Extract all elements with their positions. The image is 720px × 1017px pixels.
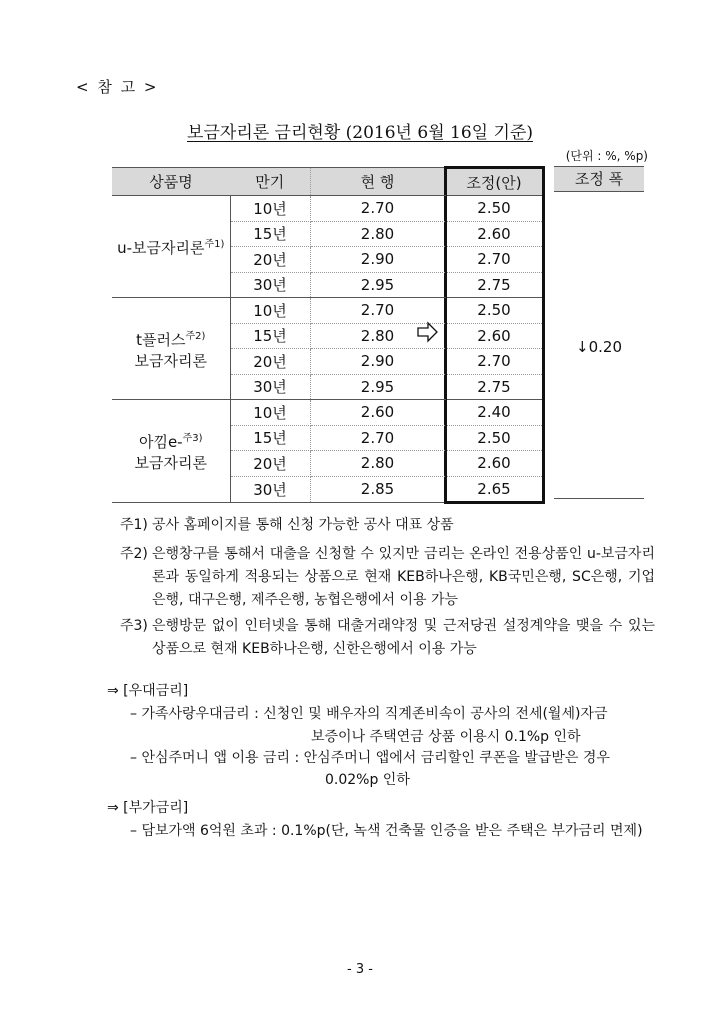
header-current: 현 행: [310, 168, 445, 196]
proposed-rate-cell: 2.60: [445, 451, 543, 477]
term-cell: 15년: [230, 425, 310, 451]
current-rate-cell: 2.60: [310, 400, 445, 426]
current-rate-cell: 2.95: [310, 374, 445, 400]
adjustment-value: ↓0.20: [576, 338, 622, 356]
proposed-rate-cell: 2.75: [445, 272, 543, 298]
proposed-rate-cell: 2.75: [445, 374, 543, 400]
additional-rate-heading: ⇒ [부가금리]: [107, 800, 189, 816]
term-cell: 10년: [230, 196, 310, 222]
term-cell: 30년: [230, 374, 310, 400]
current-rate-cell: 2.90: [310, 349, 445, 375]
preferential-rate-heading: ⇒ [우대금리]: [107, 683, 189, 699]
footnote-1: 주1) 공사 홈페이지를 통해 신청 가능한 공사 대표 상품: [120, 517, 454, 533]
right-arrow-icon: [417, 321, 439, 343]
preferential-item-2-cont: 0.02%p 인하: [325, 772, 410, 788]
proposed-rate-cell: 2.50: [445, 196, 543, 222]
header-product: 상품명: [112, 168, 230, 196]
proposed-rate-cell: 2.70: [445, 247, 543, 273]
header-term: 만기: [230, 168, 310, 196]
current-rate-cell: 2.70: [310, 298, 445, 324]
proposed-rate-cell: 2.60: [445, 323, 543, 349]
footnote-3: 주3) 은행방문 없이 인터넷을 통해 대출거래약정 및 근저당권 설정계약을 맺을 수 있는 상품으로 현재 KEB하나은행, 신한은행에서 이용 가능: [120, 618, 655, 657]
proposed-rate-cell: 2.40: [445, 400, 543, 426]
reference-label: < 참 고 >: [76, 78, 159, 96]
adjustment-column: [554, 166, 644, 499]
table-header-row: [112, 168, 543, 196]
term-cell: 20년: [230, 451, 310, 477]
table-row: [112, 298, 543, 324]
term-cell: 15년: [230, 323, 310, 349]
term-cell: 20년: [230, 349, 310, 375]
additional-item-1: – 담보가액 6억원 초과 : 0.1%p(단, 녹색 건축물 인증을 받은 주택은 부가금리 면제): [130, 823, 643, 839]
proposed-rate-cell: 2.65: [445, 476, 543, 503]
product-name: 아낌e-$^{주3)}$ 보금자리론: [112, 400, 230, 503]
proposed-rate-cell: 2.70: [445, 349, 543, 375]
term-cell: 15년: [230, 221, 310, 247]
proposed-rate-cell: 2.50: [445, 425, 543, 451]
current-rate-cell: 2.95: [310, 272, 445, 298]
term-cell: 30년: [230, 476, 310, 503]
term-cell: 30년: [230, 272, 310, 298]
proposed-rate-cell: 2.50: [445, 298, 543, 324]
current-rate-cell: 2.90: [310, 247, 445, 273]
current-rate-cell: 2.70: [310, 196, 445, 222]
preferential-item-2: – 안심주머니 앱 이용 금리 : 안심주머니 앱에서 금리할인 쿠폰을 발급받은 경우: [130, 750, 610, 766]
preferential-item-1-cont: 보증이나 주택연금 상품 이용시 0.1%p 인하: [311, 729, 581, 745]
current-rate-cell: 2.70: [310, 425, 445, 451]
rate-table: [112, 166, 545, 504]
page-number: - 3 -: [347, 962, 373, 977]
table-row: [112, 400, 543, 426]
current-rate-cell: 2.80: [310, 323, 445, 349]
unit-label: (단위 : %, %p): [565, 149, 648, 163]
term-cell: 20년: [230, 247, 310, 273]
header-proposed: 조정(안): [445, 168, 543, 196]
term-cell: 10년: [230, 298, 310, 324]
header-adjustment: 조정 폭: [554, 167, 644, 192]
current-rate-cell: 2.80: [310, 221, 445, 247]
product-name: t플러스$^{주2)}$ 보금자리론: [112, 298, 230, 400]
preferential-item-1: – 가족사랑우대금리 : 신청인 및 배우자의 직계존비속이 공사의 전세(월세)자금: [130, 706, 608, 722]
current-rate-cell: 2.85: [310, 476, 445, 503]
table-row: [112, 196, 543, 222]
product-name: u-보금자리론$^{주1)}$: [112, 196, 230, 298]
footnote-2: 주2) 은행창구를 통해서 대출을 신청할 수 있지만 금리는 온라인 전용상품인 u-보금자리론과 동일하게 적용되는 상품으로 현재 KEB하나은행, KB국민은행, SC은행, 기업은행, 대구은행, 제주은행, 농협은행에서 이용 가능: [120, 546, 655, 608]
proposed-rate-cell: 2.60: [445, 221, 543, 247]
current-rate-cell: 2.80: [310, 451, 445, 477]
term-cell: 10년: [230, 400, 310, 426]
document-title: 보금자리론 금리현황 (2016년 6월 16일 기준): [187, 123, 533, 143]
